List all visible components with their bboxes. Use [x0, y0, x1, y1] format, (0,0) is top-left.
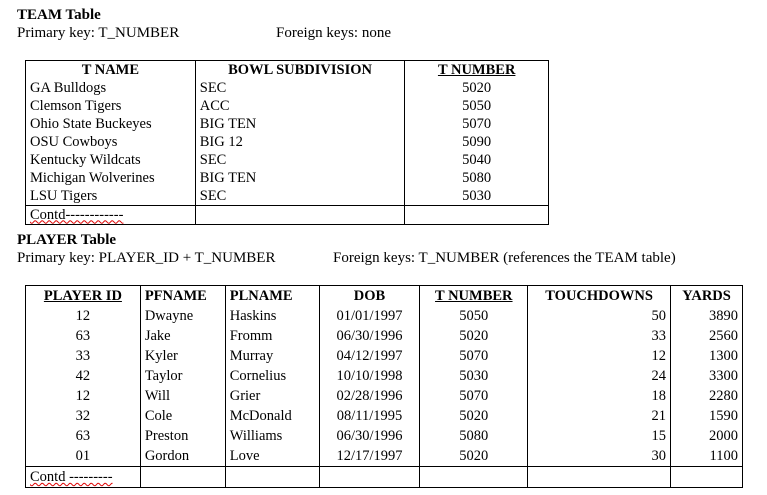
- player-col-yards: YARDS: [671, 286, 743, 307]
- table-row: [26, 169, 549, 187]
- player-col-id: PLAYER ID: [26, 286, 141, 307]
- player-lname-cell: Love: [225, 446, 319, 467]
- player-yards-cell: 3890: [671, 306, 743, 326]
- player-fname-cell: Will: [140, 386, 225, 406]
- player-fname-cell: Dwayne: [140, 306, 225, 326]
- team-table-title: TEAM Table: [17, 7, 101, 23]
- table-row: [26, 97, 549, 115]
- player-dob-cell: 08/11/1995: [319, 406, 420, 426]
- player-tnumber-cell: 5030: [420, 366, 528, 386]
- team-name-cell: Ohio State Buckeyes: [26, 115, 196, 133]
- team-primary-key: Primary key: T_NUMBER: [17, 25, 180, 41]
- player-table: [25, 285, 743, 488]
- player-lname-cell: Williams: [225, 426, 319, 446]
- player-empty-cell: [528, 467, 671, 488]
- team-table: [25, 60, 549, 225]
- player-tnumber-cell: 5020: [420, 446, 528, 467]
- team-empty-cell: [195, 206, 405, 225]
- player-touchdowns-cell: 24: [528, 366, 671, 386]
- player-yards-cell: 1300: [671, 346, 743, 366]
- team-bowl-cell: BIG 12: [195, 133, 405, 151]
- table-row: [26, 151, 549, 169]
- player-fname-cell: Gordon: [140, 446, 225, 467]
- player-dob-cell: 02/28/1996: [319, 386, 420, 406]
- team-number-cell: 5030: [405, 187, 549, 206]
- player-primary-key: Primary key: PLAYER_ID + T_NUMBER: [17, 250, 276, 266]
- player-col-tnumber: T NUMBER: [420, 286, 528, 307]
- player-yards-cell: 1100: [671, 446, 743, 467]
- player-tnumber-cell: 5020: [420, 326, 528, 346]
- player-id-cell: 63: [26, 426, 141, 446]
- player-id-cell: 63: [26, 326, 141, 346]
- player-tnumber-cell: 5070: [420, 346, 528, 366]
- player-empty-cell: [140, 467, 225, 488]
- player-lname-cell: Cornelius: [225, 366, 319, 386]
- player-contd-row: [26, 467, 743, 488]
- player-table-title: PLAYER Table: [17, 232, 117, 248]
- table-row: [26, 326, 743, 346]
- team-name-cell: OSU Cowboys: [26, 133, 196, 151]
- player-col-dob: DOB: [319, 286, 420, 307]
- player-empty-cell: [225, 467, 319, 488]
- team-contd-label: Contd------------: [30, 206, 124, 223]
- team-number-cell: 5040: [405, 151, 549, 169]
- team-number-cell: 5080: [405, 169, 549, 187]
- team-number-cell: 5020: [405, 79, 549, 97]
- player-touchdowns-cell: 12: [528, 346, 671, 366]
- player-col-plname: PLNAME: [225, 286, 319, 307]
- player-yards-cell: 2280: [671, 386, 743, 406]
- player-id-cell: 12: [26, 386, 141, 406]
- player-lname-cell: Grier: [225, 386, 319, 406]
- player-tnumber-cell: 5070: [420, 386, 528, 406]
- table-row: [26, 79, 549, 97]
- player-col-pfname: PFNAME: [140, 286, 225, 307]
- team-col-tnumber: T NUMBER: [405, 61, 549, 80]
- player-id-cell: 12: [26, 306, 141, 326]
- table-row: [26, 115, 549, 133]
- table-row: [26, 133, 549, 151]
- player-touchdowns-cell: 30: [528, 446, 671, 467]
- table-row: [26, 366, 743, 386]
- player-lname-cell: Haskins: [225, 306, 319, 326]
- team-name-cell: GA Bulldogs: [26, 79, 196, 97]
- player-col-touchdowns: TOUCHDOWNS: [528, 286, 671, 307]
- player-header-row: [26, 286, 743, 307]
- player-touchdowns-cell: 15: [528, 426, 671, 446]
- team-bowl-cell: BIG TEN: [195, 169, 405, 187]
- team-name-cell: Michigan Wolverines: [26, 169, 196, 187]
- table-row: [26, 346, 743, 366]
- player-contd-cell: [26, 467, 141, 488]
- team-contd-cell: [26, 206, 196, 225]
- team-bowl-cell: SEC: [195, 151, 405, 169]
- table-row: [26, 406, 743, 426]
- team-bowl-cell: ACC: [195, 97, 405, 115]
- team-header-row: [26, 61, 549, 80]
- player-lname-cell: McDonald: [225, 406, 319, 426]
- player-fname-cell: Preston: [140, 426, 225, 446]
- player-fname-cell: Cole: [140, 406, 225, 426]
- team-name-cell: Kentucky Wildcats: [26, 151, 196, 169]
- player-yards-cell: 2000: [671, 426, 743, 446]
- player-touchdowns-cell: 33: [528, 326, 671, 346]
- team-number-cell: 5090: [405, 133, 549, 151]
- team-number-cell: 5070: [405, 115, 549, 133]
- team-foreign-keys: Foreign keys: none: [276, 25, 391, 41]
- player-empty-cell: [319, 467, 420, 488]
- player-tnumber-cell: 5020: [420, 406, 528, 426]
- team-name-cell: LSU Tigers: [26, 187, 196, 206]
- player-dob-cell: 06/30/1996: [319, 326, 420, 346]
- team-empty-cell: [405, 206, 549, 225]
- player-empty-cell: [420, 467, 528, 488]
- team-contd-row: [26, 206, 549, 225]
- player-yards-cell: 2560: [671, 326, 743, 346]
- player-touchdowns-cell: 50: [528, 306, 671, 326]
- team-bowl-cell: SEC: [195, 187, 405, 206]
- player-yards-cell: 1590: [671, 406, 743, 426]
- player-id-cell: 42: [26, 366, 141, 386]
- team-number-cell: 5050: [405, 97, 549, 115]
- player-foreign-keys: Foreign keys: T_NUMBER (references the TEAM table): [333, 250, 676, 266]
- team-col-tname: T NAME: [26, 61, 196, 80]
- team-bowl-cell: BIG TEN: [195, 115, 405, 133]
- player-fname-cell: Taylor: [140, 366, 225, 386]
- team-col-bowl: BOWL SUBDIVISION: [195, 61, 405, 80]
- player-id-cell: 33: [26, 346, 141, 366]
- player-id-cell: 32: [26, 406, 141, 426]
- player-tnumber-cell: 5050: [420, 306, 528, 326]
- player-fname-cell: Jake: [140, 326, 225, 346]
- player-dob-cell: 04/12/1997: [319, 346, 420, 366]
- team-name-cell: Clemson Tigers: [26, 97, 196, 115]
- player-yards-cell: 3300: [671, 366, 743, 386]
- team-bowl-cell: SEC: [195, 79, 405, 97]
- table-row: [26, 386, 743, 406]
- player-dob-cell: 10/10/1998: [319, 366, 420, 386]
- player-dob-cell: 06/30/1996: [319, 426, 420, 446]
- player-dob-cell: 12/17/1997: [319, 446, 420, 467]
- player-empty-cell: [671, 467, 743, 488]
- table-row: [26, 446, 743, 467]
- table-row: [26, 306, 743, 326]
- table-row: [26, 187, 549, 206]
- player-id-cell: 01: [26, 446, 141, 467]
- player-tnumber-cell: 5080: [420, 426, 528, 446]
- player-dob-cell: 01/01/1997: [319, 306, 420, 326]
- player-contd-label: Contd ---------: [30, 469, 113, 485]
- player-touchdowns-cell: 21: [528, 406, 671, 426]
- player-fname-cell: Kyler: [140, 346, 225, 366]
- player-lname-cell: Murray: [225, 346, 319, 366]
- player-touchdowns-cell: 18: [528, 386, 671, 406]
- table-row: [26, 426, 743, 446]
- player-lname-cell: Fromm: [225, 326, 319, 346]
